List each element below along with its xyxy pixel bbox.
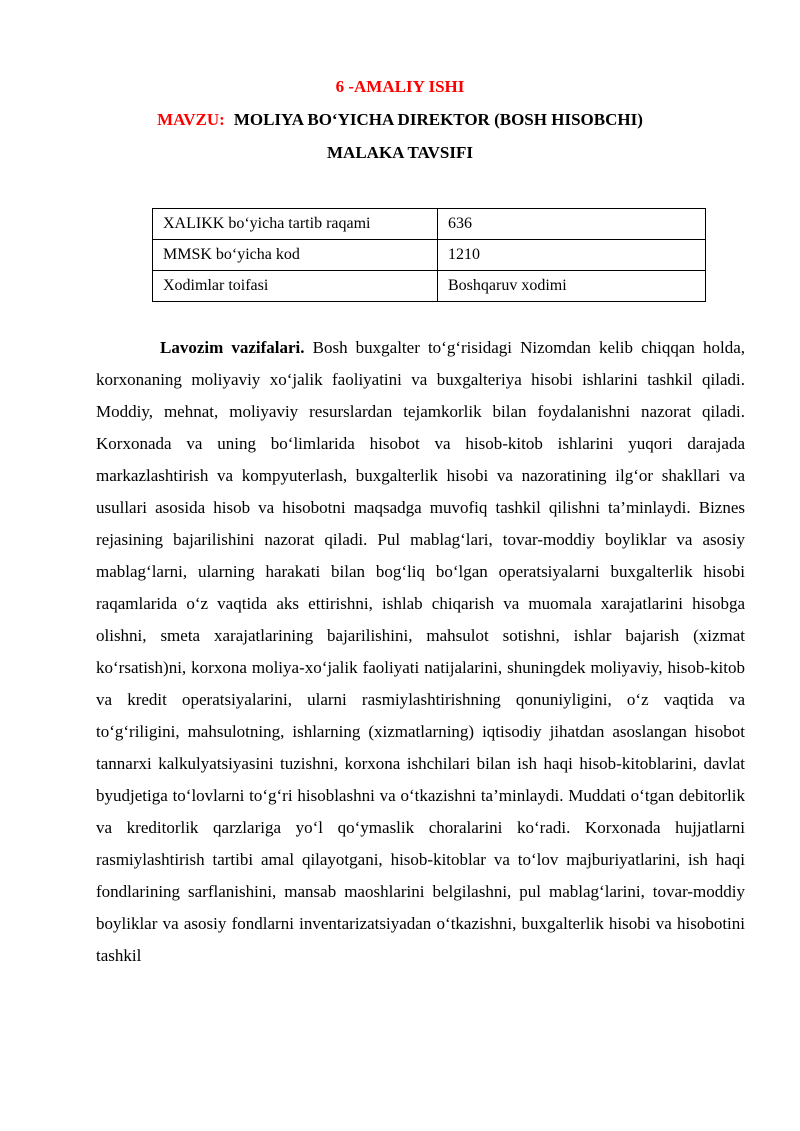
document-subtitle: MALAKA TAVSIFI bbox=[327, 143, 473, 162]
table-cell-value: Boshqaruv xodimi bbox=[438, 271, 706, 302]
table-row bbox=[153, 209, 706, 240]
table-cell-label: XALIKK bo‘yicha tartib raqami bbox=[153, 209, 438, 240]
body-lead: Lavozim vazifalari. bbox=[160, 338, 305, 357]
topic-line bbox=[0, 103, 800, 136]
table-cell-label: Xodimlar toifasi bbox=[153, 271, 438, 302]
table-row bbox=[153, 271, 706, 302]
body-paragraph bbox=[96, 332, 745, 972]
table-cell-label: MMSK bo‘yicha kod bbox=[153, 240, 438, 271]
topic-text: MOLIYA BO‘YICHA DIREKTOR (BOSH HISOBCHI) bbox=[233, 110, 643, 129]
document-title: 6 -AMALIY ISHI bbox=[335, 77, 465, 96]
classification-table bbox=[152, 208, 706, 302]
table-cell-value: 636 bbox=[438, 209, 706, 240]
table-cell-value: 1210 bbox=[438, 240, 706, 271]
topic-label: MAVZU: bbox=[157, 110, 225, 129]
body-text: Bosh buxgalter to‘g‘risidagi Nizomdan kelib chiqqan holda, korxonaning moliyaviy xo‘jalik faoliyatini va buxgalteriya hisobi ishlarini tashkil qiladi. Moddiy, mehnat, moliyaviy resurslardan tejamkorlik bilan foydalanishni nazorat qiladi. Korxonada va uning bo‘limlarida hisobot va hisob-kitob ishlarini yuqori darajada markazlashtirish va kompyuterlash, buxgalterlik hisobi va nazoratining ilg‘or shakllari va usullari asosida hisob va hisobotni maqsadga muvofiq tashkil qilishni ta’minlaydi. Biznes rejasining bajarilishini nazorat qiladi. Pul mablag‘lari, tovar-moddiy boyliklar va asosiy mablag‘larni, ularning harakati bilan bog‘liq bo‘lgan operatsiyalarni buxgalterlik hisobi raqamlarida o‘z vaqtida aks ettirishni, ishlab chiqarish va muomala xarajatlarini hisobga olishni, smeta xarajatlarining bajarilishini, mahsulot sotishni, ishlar bajarish (xizmat ko‘rsatish)ni, korxona moliya-xo‘jalik faoliyati natijalarini, shuningdek moliyaviy, hisob-kitob va kredit operatsiyalarini, ularni rasmiylashtirishning qonuniyligini, o‘z vaqtida va to‘g‘riligini, mahsulotning, ishlarning (xizmatlarning) iqtisodiy jihatdan asoslangan hisobot tannarxi kalkulyatsiyasini tuzishni, korxona ishchilari bilan ish haqi hisob-kitoblarini, davlat byudjetiga to‘lovlarni to‘g‘ri hisoblashni va o‘tkazishni ta’minlaydi. Muddati o‘tgan debitorlik va kreditorlik qarzlariga yo‘l qo‘ymaslik choralarini ko‘radi. Korxonada hujjatlarni rasmiylashtirish tartibi amal qilayotgani, hisob-kitoblar va to‘lov majburiyatlarini, ish haqi fondlarining sarflanishini, mansab maoshlarini belgilashni, pul mablag‘larini, tovar-moddiy boyliklar va asosiy fondlarni inventarizatsiyadan o‘tkazishni, buxgalterlik hisobi va hisobotini tashkil bbox=[96, 338, 745, 965]
table-row bbox=[153, 240, 706, 271]
